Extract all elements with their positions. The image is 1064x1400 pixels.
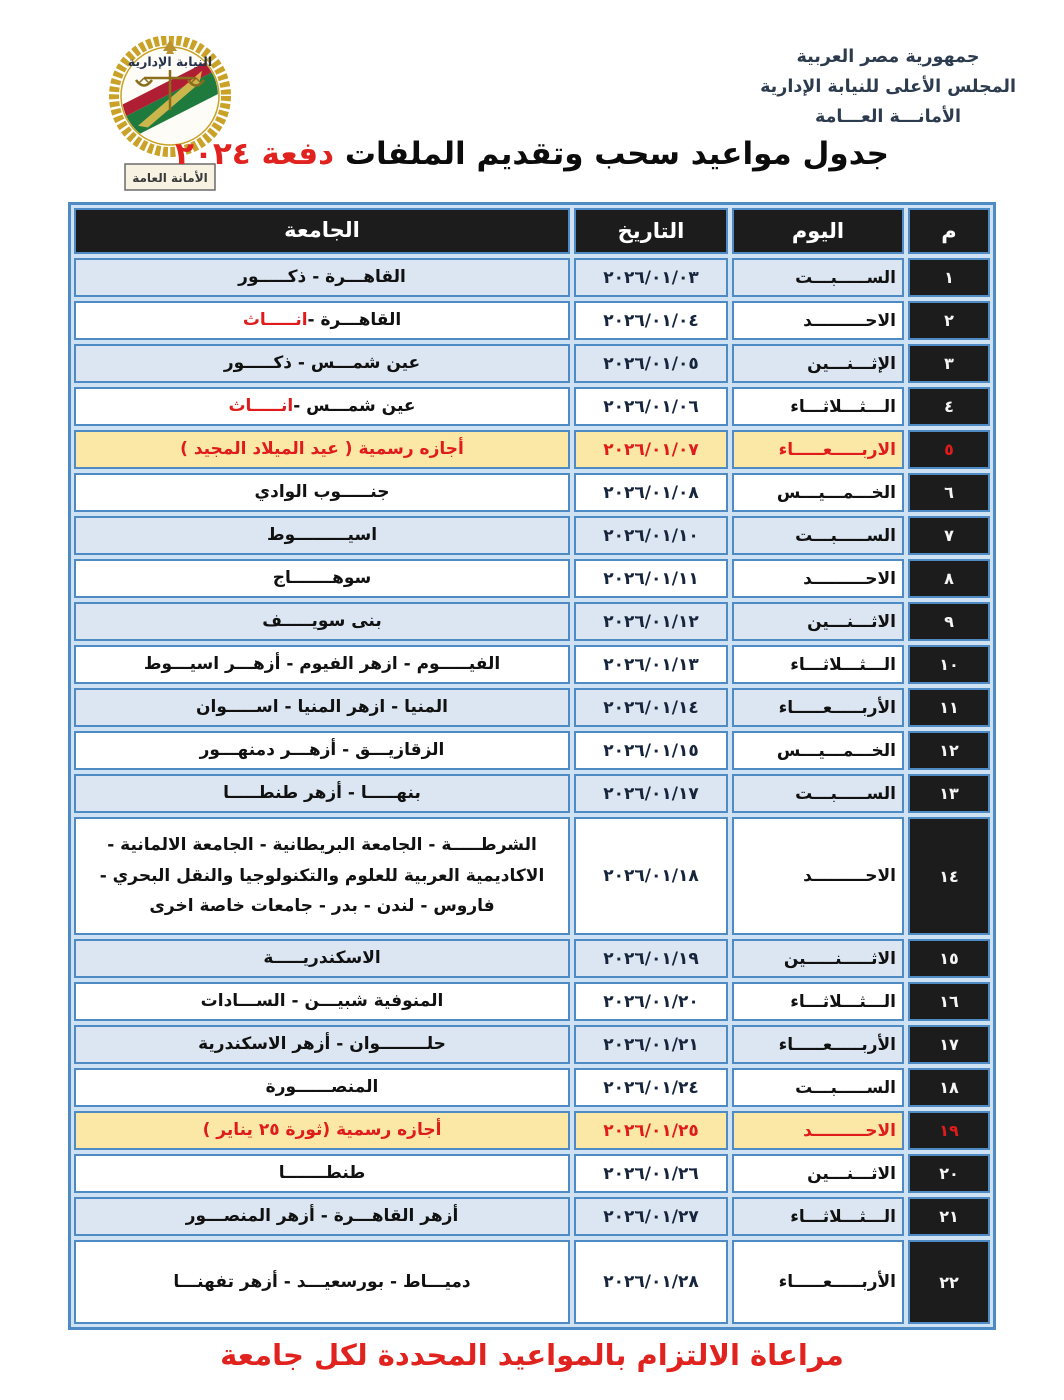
row-university: المنوفية شبيـــن - الســـادات	[200, 991, 444, 1012]
row-date: ٢٠٢٦/٠١/٢٤	[574, 1068, 728, 1107]
row-university-cell	[74, 774, 570, 813]
row-university-cell	[74, 387, 570, 426]
row-number: ٦	[908, 473, 990, 512]
row-number: ٣	[908, 344, 990, 383]
row-day: الاحـــــــــد	[732, 301, 904, 340]
org-seal	[98, 36, 248, 204]
row-day: الأربـــــعـــــاء	[732, 688, 904, 727]
row-university-cell	[74, 1025, 570, 1064]
row-university: الشرطـــــة - الجامعة البريطانية - الجامعة الالمانية - الاكاديمية العربية للعلوم والتكنولوجيا والنقل البحري - فاروس - لندن - بدر - جامعات خاصة اخرى	[99, 835, 545, 917]
row-date: ٢٠٢٦/٠١/١٠	[574, 516, 728, 555]
row-university-red: أجازه رسمية (ثورة ٢٥ يناير )	[202, 1120, 442, 1141]
row-university: المنيا - ازهر المنيا - اســـــوان	[196, 697, 449, 718]
org-line-secretariat: الأمانـــة العـــامة	[814, 107, 962, 127]
row-university-cell	[74, 1068, 570, 1107]
row-number: ٤	[908, 387, 990, 426]
row-university: المنصــــــورة	[265, 1077, 379, 1098]
row-university: اسيـــــــــوط	[266, 525, 378, 546]
row-day: الأربـــــعـــــاء	[732, 1240, 904, 1324]
table-row	[74, 387, 990, 426]
row-date: ٢٠٢٦/٠١/١١	[574, 559, 728, 598]
column-header-date: التاريخ	[574, 208, 728, 254]
row-date: ٢٠٢٦/٠١/١٨	[574, 817, 728, 935]
row-day: الســـــبـــت	[732, 774, 904, 813]
row-day: الخـــمـــيـــس	[732, 473, 904, 512]
row-university-cell	[74, 602, 570, 641]
row-number: ١٤	[908, 817, 990, 935]
row-day: الســـــبـــت	[732, 516, 904, 555]
row-university-cell	[74, 1111, 570, 1150]
row-university-red: أجازه رسمية ( عيد الميلاد المجيد )	[180, 439, 464, 460]
row-university-cell	[74, 939, 570, 978]
row-day: الـــثـــلاثـــاء	[732, 645, 904, 684]
column-header-day: اليوم	[732, 208, 904, 254]
footer-note: مراعاة الالتزام بالمواعيد المحددة لكل جامعة	[220, 1338, 844, 1372]
row-number: ٥	[908, 430, 990, 469]
row-date: ٢٠٢٦/٠١/٢٠	[574, 982, 728, 1021]
row-day: الســـــبـــت	[732, 1068, 904, 1107]
row-date: ٢٠٢٦/٠١/٢٦	[574, 1154, 728, 1193]
row-university-cell	[74, 817, 570, 935]
column-header-university: الجامعة	[74, 208, 570, 254]
table-row	[74, 939, 990, 978]
row-number: ٢	[908, 301, 990, 340]
row-number: ١٢	[908, 731, 990, 770]
table-row	[74, 1197, 990, 1236]
page-title-main: جدول مواعيد سحب وتقديم الملفات	[344, 136, 889, 172]
row-number: ١٨	[908, 1068, 990, 1107]
row-university-cell	[74, 516, 570, 555]
row-day: الخـــمـــيـــس	[732, 731, 904, 770]
row-number: ٢٢	[908, 1240, 990, 1324]
row-number: ٧	[908, 516, 990, 555]
table-row	[74, 516, 990, 555]
row-date: ٢٠٢٦/٠١/١٢	[574, 602, 728, 641]
row-number: ١٣	[908, 774, 990, 813]
row-university: عين شمـــس - ذكـــــور	[223, 353, 421, 374]
row-date: ٢٠٢٦/٠١/٠٣	[574, 258, 728, 297]
row-day: الأربـــــعـــــاء	[732, 1025, 904, 1064]
org-header-block	[760, 42, 1016, 132]
row-day: الـــثـــلاثـــاء	[732, 982, 904, 1021]
row-date: ٢٠٢٦/٠١/٢١	[574, 1025, 728, 1064]
table-row	[74, 559, 990, 598]
table-row	[74, 1025, 990, 1064]
row-university: الاسكندريـــــة	[263, 948, 381, 969]
row-university-cell	[74, 1154, 570, 1193]
row-day: الاربـــــعـــــاء	[732, 430, 904, 469]
row-university-cell	[74, 1197, 570, 1236]
row-university-red: انـــــاث	[228, 396, 294, 417]
table-row	[74, 344, 990, 383]
row-university-cell	[74, 344, 570, 383]
row-university-red: انـــــاث	[242, 310, 308, 331]
row-number: ٨	[908, 559, 990, 598]
table-header-row	[74, 208, 990, 254]
row-date: ٢٠٢٦/٠١/٠٦	[574, 387, 728, 426]
row-number: ١	[908, 258, 990, 297]
table-row	[74, 1068, 990, 1107]
column-header-num: م	[908, 208, 990, 254]
row-date: ٢٠٢٦/٠١/٢٥	[574, 1111, 728, 1150]
row-university: القاهـــرة -	[307, 310, 402, 331]
row-university: الزقازيـــق - أزهـــر دمنهـــور	[199, 740, 445, 761]
row-number: ٢١	[908, 1197, 990, 1236]
row-date: ٢٠٢٦/٠١/١٧	[574, 774, 728, 813]
row-number: ١١	[908, 688, 990, 727]
row-day: الاحـــــــــد	[732, 1111, 904, 1150]
table-row	[74, 301, 990, 340]
row-university-cell	[74, 688, 570, 727]
table-row	[74, 982, 990, 1021]
row-number: ١٧	[908, 1025, 990, 1064]
row-university: طنطـــــــا	[278, 1163, 366, 1184]
page-title	[0, 136, 1064, 172]
row-university-cell	[74, 982, 570, 1021]
row-day: الاحـــــــــد	[732, 817, 904, 935]
row-university-cell	[74, 1240, 570, 1324]
table-row	[74, 473, 990, 512]
row-number: ٢٠	[908, 1154, 990, 1193]
row-university: بنى سويـــــف	[262, 611, 382, 632]
row-date: ٢٠٢٦/٠١/٠٤	[574, 301, 728, 340]
row-date: ٢٠٢٦/٠١/١٩	[574, 939, 728, 978]
row-number: ٩	[908, 602, 990, 641]
row-day: الـــثـــلاثـــاء	[732, 1197, 904, 1236]
row-university: بنهـــــا - أزهر طنطـــــا	[223, 783, 421, 804]
row-date: ٢٠٢٦/٠١/٢٧	[574, 1197, 728, 1236]
row-day: الســـــبـــت	[732, 258, 904, 297]
row-university: عين شمـــس -	[293, 396, 416, 417]
row-number: ١٦	[908, 982, 990, 1021]
row-university: القاهـــرة - ذكـــــور	[238, 267, 406, 288]
row-day: الإثـــنـــين	[732, 344, 904, 383]
table-row	[74, 258, 990, 297]
table-row	[74, 430, 990, 469]
row-day: الاثـــــنـــــين	[732, 939, 904, 978]
row-day: الاحـــــــــد	[732, 559, 904, 598]
row-day: الـــثـــلاثـــاء	[732, 387, 904, 426]
row-date: ٢٠٢٦/٠١/٢٨	[574, 1240, 728, 1324]
row-university: سوهـــــــاج	[272, 568, 372, 589]
table-row	[74, 645, 990, 684]
row-university-cell	[74, 559, 570, 598]
row-university-cell	[74, 258, 570, 297]
row-date: ٢٠٢٦/٠١/٠٨	[574, 473, 728, 512]
row-date: ٢٠٢٦/٠١/١٥	[574, 731, 728, 770]
seal-top-text: النيابة الإدارية	[127, 54, 213, 69]
schedule-table	[68, 202, 996, 1330]
page-title-batch: دفعة ٢٠٢٤	[175, 136, 335, 172]
row-number: ١٠	[908, 645, 990, 684]
row-university-cell	[74, 473, 570, 512]
row-date: ٢٠٢٦/٠١/٠٥	[574, 344, 728, 383]
row-university-cell	[74, 731, 570, 770]
row-date: ٢٠٢٦/٠١/٠٧	[574, 430, 728, 469]
row-university: الفيـــــوم - ازهر الفيوم - أزهـــر اسيـــوط	[143, 654, 501, 675]
row-university-cell	[74, 301, 570, 340]
table-row	[74, 602, 990, 641]
row-number: ١٩	[908, 1111, 990, 1150]
row-university: جنـــــوب الوادي	[254, 482, 390, 503]
table-row	[74, 817, 990, 935]
row-day: الاثـــنـــين	[732, 602, 904, 641]
row-university: حلــــــــوان - أزهر الاسكندرية	[198, 1034, 446, 1055]
row-date: ٢٠٢٦/٠١/١٣	[574, 645, 728, 684]
table-row	[74, 688, 990, 727]
table-row	[74, 731, 990, 770]
seal-label-text: الأمانة العامة	[132, 171, 208, 185]
table-row	[74, 1240, 990, 1324]
row-university: دميـــاط - بورسعيـــد - أزهر تفهنـــا	[173, 1271, 471, 1292]
row-day: الاثـــنـــين	[732, 1154, 904, 1193]
row-university-cell	[74, 645, 570, 684]
row-number: ١٥	[908, 939, 990, 978]
row-date: ٢٠٢٦/٠١/١٤	[574, 688, 728, 727]
org-line-country: جمهورية مصر العربية	[796, 47, 980, 67]
org-line-council: المجلس الأعلى للنيابة الإدارية	[760, 77, 1016, 97]
row-university-cell	[74, 430, 570, 469]
row-university: أزهر القاهـــرة - أزهر المنصـــور	[185, 1206, 459, 1227]
table-row	[74, 1111, 990, 1150]
table-row	[74, 774, 990, 813]
table-row	[74, 1154, 990, 1193]
